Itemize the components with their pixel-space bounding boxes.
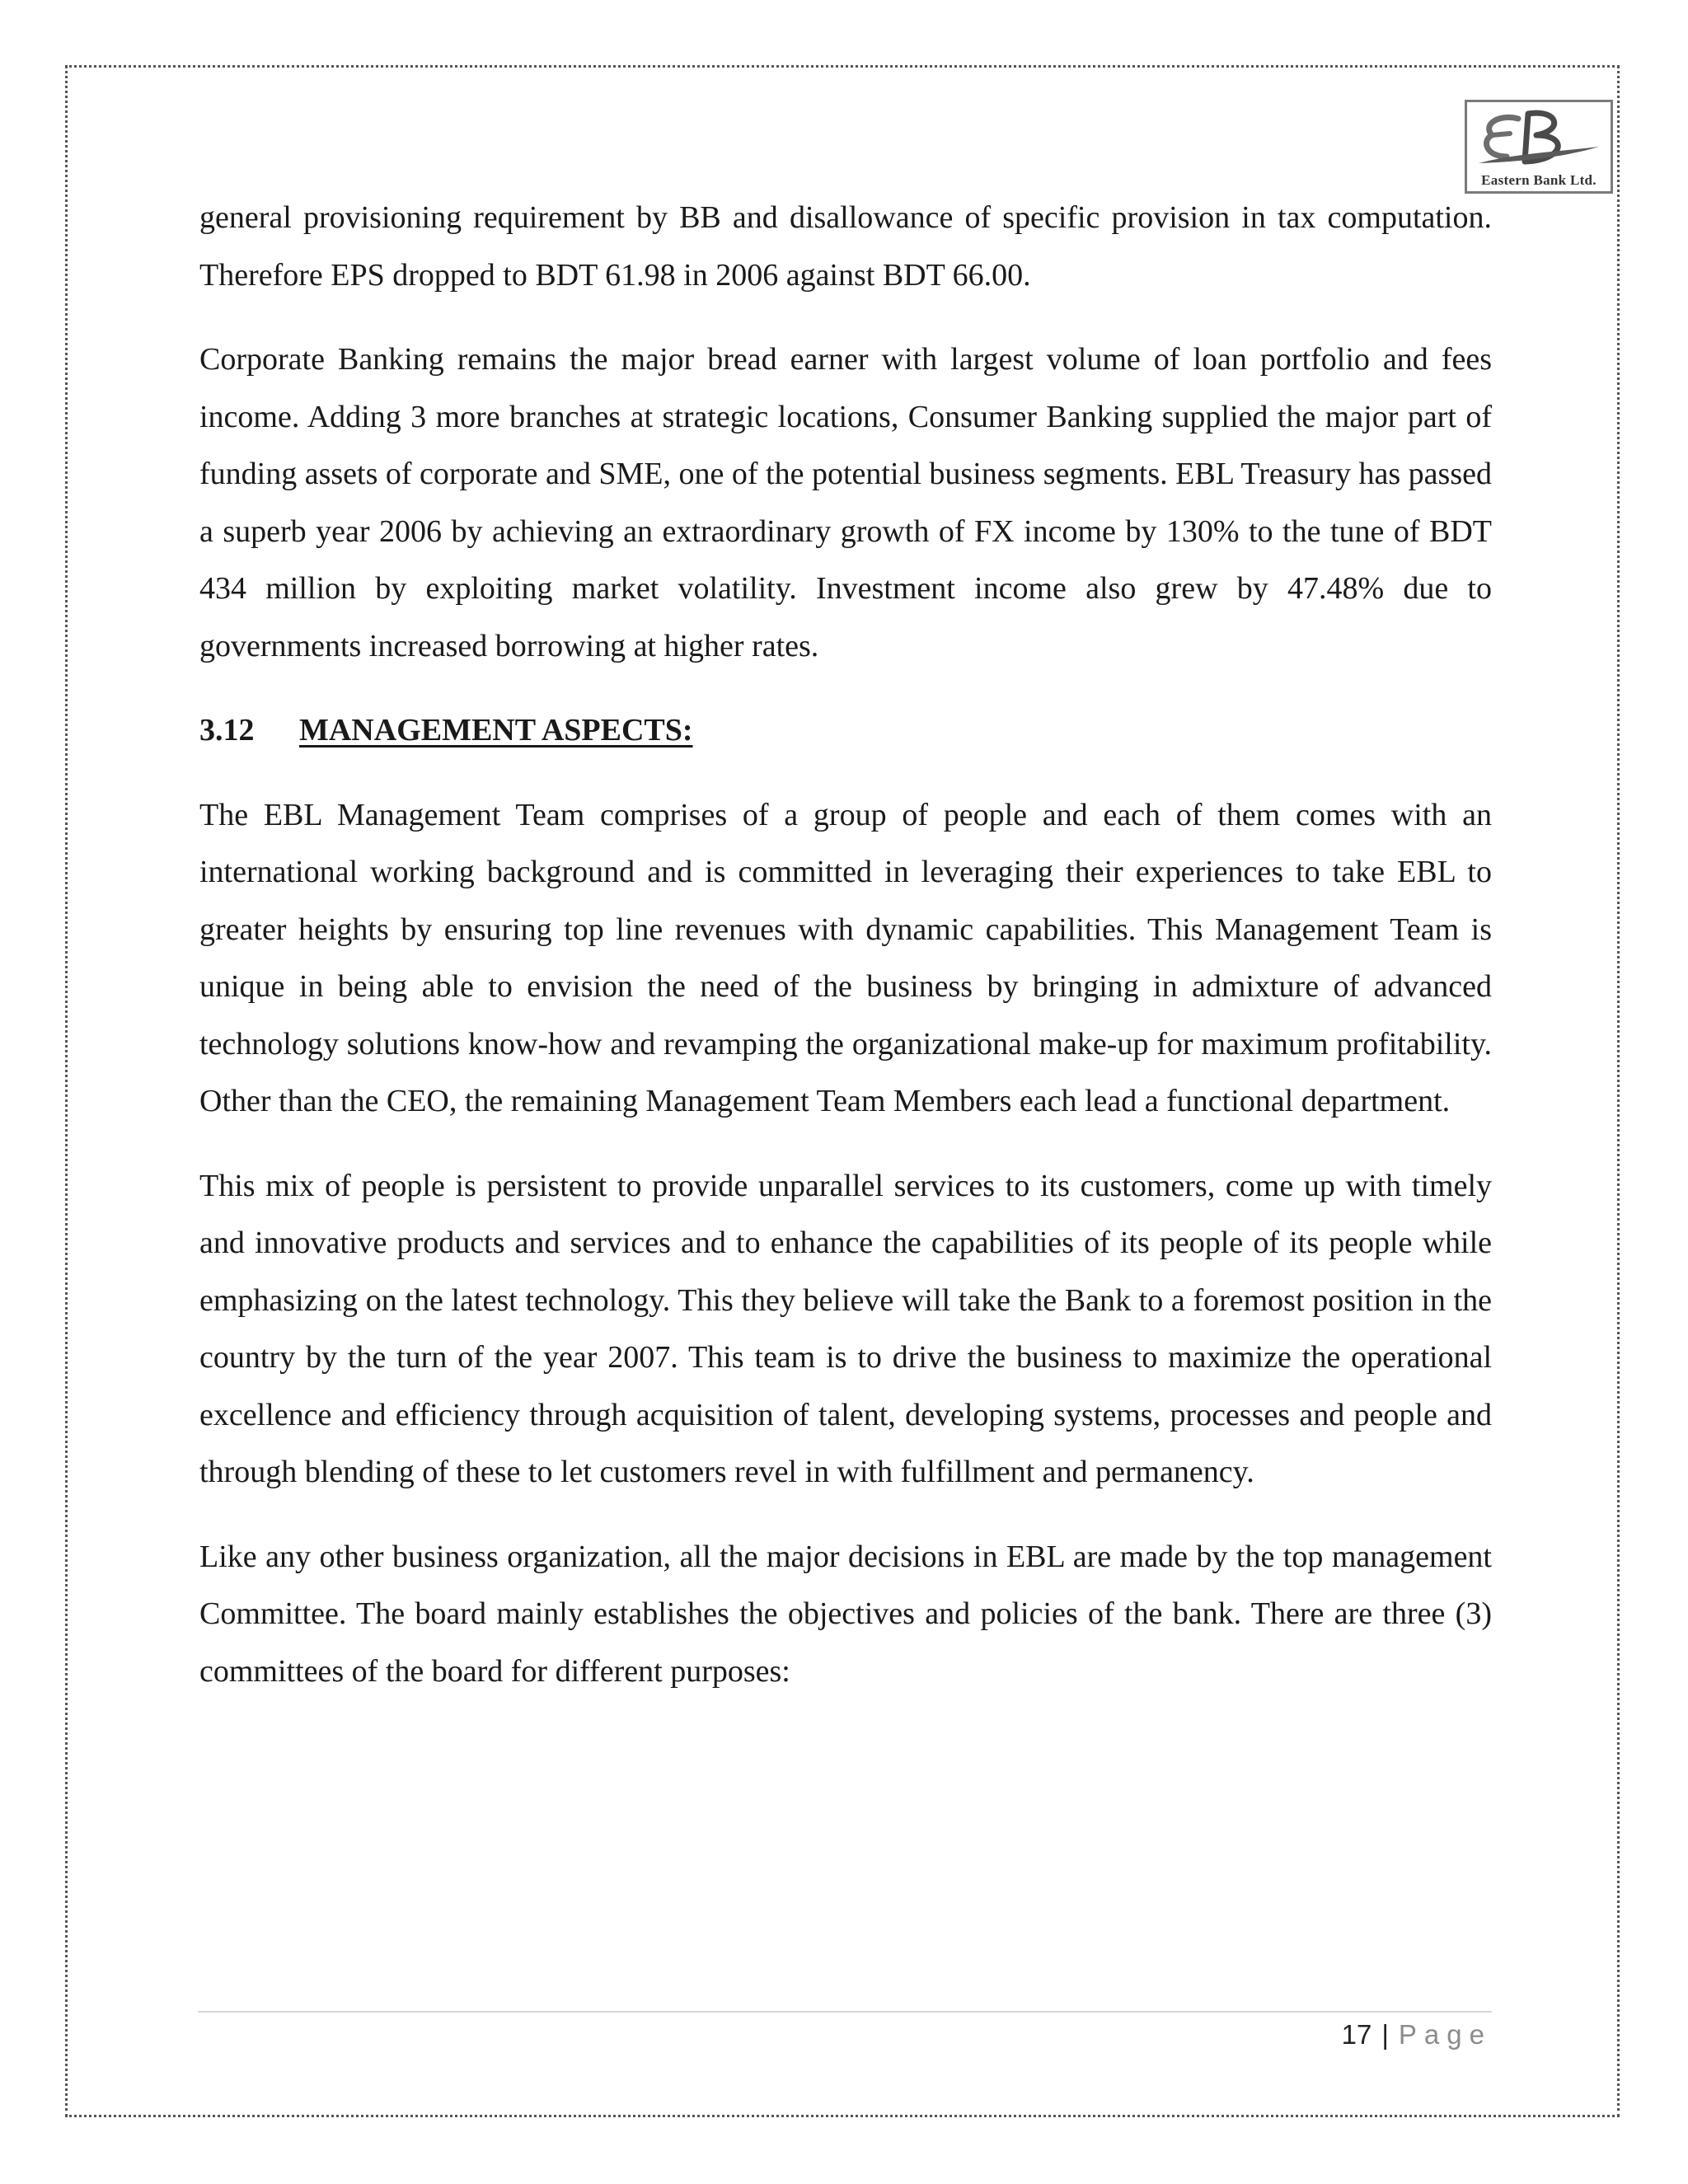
paragraph-eps: general provisioning requirement by BB and disallowance of specific provision in tax computation. Therefore EPS dropped to BDT 61.98 in 2006 against BDT 66.00. bbox=[199, 200, 1492, 293]
document-body bbox=[199, 190, 1492, 1727]
footer-divider bbox=[198, 2011, 1492, 2013]
paragraph-management-team: The EBL Management Team comprises of a group of people and each of them comes with an international working background and is committed in leveraging their experiences to take EBL to greater heights by ensuring top line revenues with dynamic capabilities. This Management Team is unique in being able to envision the need of the business by bringing in admixture of advanced technology solutions know-how and revamping the organizational make-up for maximum profitability. Other than the CEO, the remaining Management Team Members each lead a functional department. bbox=[199, 797, 1492, 1118]
page-number: 17 bbox=[1341, 2019, 1372, 2050]
eastern-bank-logo bbox=[1465, 100, 1613, 194]
paragraph-corporate-banking: Corporate Banking remains the major bread earner with largest volume of loan portfolio and fees income. Adding 3 more branches at strategic locations, Consumer Banking supplied the major part of funding assets of corporate and SME, one of the potential business segments. EBL Treasury has passed a superb year 2006 by achieving an extraordinary growth of FX income by 130% to the tune of BDT 434 million by exploiting market volatility. Investment income also grew by 47.48% due to governments increased borrowing at higher rates. bbox=[199, 342, 1492, 663]
section-heading bbox=[199, 702, 1492, 760]
section-number: 3.12 bbox=[199, 713, 255, 748]
page-label: Page bbox=[1398, 2019, 1492, 2050]
page-footer bbox=[1342, 2014, 1492, 2055]
footer-separator: | bbox=[1381, 2019, 1389, 2050]
section-title: MANAGEMENT ASPECTS: bbox=[299, 713, 693, 748]
paragraph-major-decisions: Like any other business organization, all the major decisions in EBL are made by the top management Committee. The board mainly establishes the objectives and policies of the bank. There are three (3) committees of the board for different purposes: bbox=[199, 1539, 1492, 1689]
paragraph-mix-of-people: This mix of people is persistent to provide unparallel services to its customers, come up with timely and innovative products and services and to enhance the capabilities of its people of its people while emphasizing on the latest technology. This they believe will take the Bank to a foremost position in the country by the turn of the year 2007. This team is to drive the business to maximize the operational excellence and efficiency through acquisition of talent, developing systems, processes and people and through blending of these to let customers revel in with fulfillment and permanency. bbox=[199, 1168, 1492, 1489]
logo-text: Eastern Bank Ltd. bbox=[1481, 172, 1597, 188]
